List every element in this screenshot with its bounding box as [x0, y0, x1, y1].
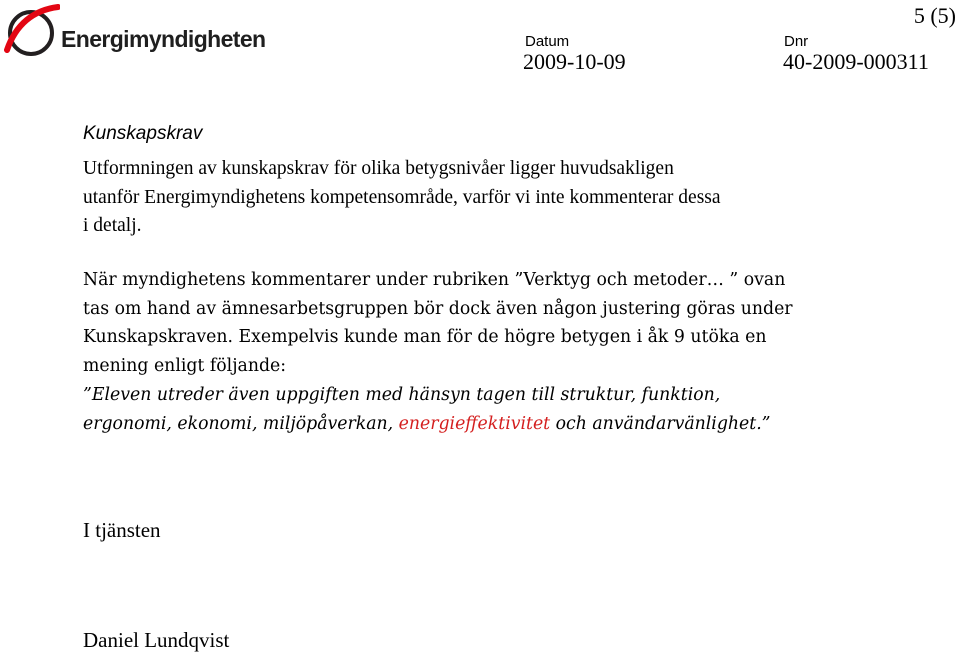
dnr-value: 40-2009-000311 — [783, 49, 929, 74]
closing-phrase: I tjänsten — [83, 518, 161, 542]
page-number: 5 (5) — [913, 3, 956, 28]
date-value: 2009-10-09 — [523, 49, 626, 74]
date-label: Datum — [525, 33, 570, 50]
paragraph-2-line: När myndighetens kommentarer under rubriken ”Verktyg och metoder… ” ovan — [83, 270, 786, 290]
org-name: Energimyndigheten — [61, 26, 266, 52]
paragraph-2-line: Kunskapskraven. Exempelvis kunde man för de högre betygen i åk 9 utöka en — [83, 327, 767, 348]
energimyndigheten-logo-icon — [4, 4, 60, 58]
quote-text: ergonomi, ekonomi, miljöpåverkan, — [83, 413, 399, 434]
paragraph-1 — [83, 155, 903, 241]
quote-text: och användarvänlighet.” — [550, 413, 771, 434]
paragraph-1-line: Utformningen av kunskapskrav för olika betygsnivåer ligger huvudsakligen — [83, 158, 674, 179]
highlighted-term: energieffektivitet — [398, 413, 551, 434]
paragraph-1-line: utanför Energimyndighetens kompetensområde, varför vi inte kommenterar dessa — [83, 186, 721, 208]
paragraph-2-line: mening enligt följande: — [83, 356, 287, 377]
paragraph-1-line: i detalj. — [83, 215, 142, 236]
signer-name: Daniel Lundqvist — [83, 628, 230, 652]
paragraph-2-line: tas om hand av ämnesarbetsgruppen bör dock även någon justering göras under — [83, 298, 793, 319]
quote-line-2 — [83, 410, 923, 439]
quote-line: ”Eleven utreder även uppgiften med hänsyn tagen till struktur, funktion, — [83, 384, 721, 405]
section-heading: Kunskapskrav — [83, 123, 203, 144]
dnr-label: Dnr — [784, 33, 809, 50]
paragraph-2 — [83, 266, 923, 438]
